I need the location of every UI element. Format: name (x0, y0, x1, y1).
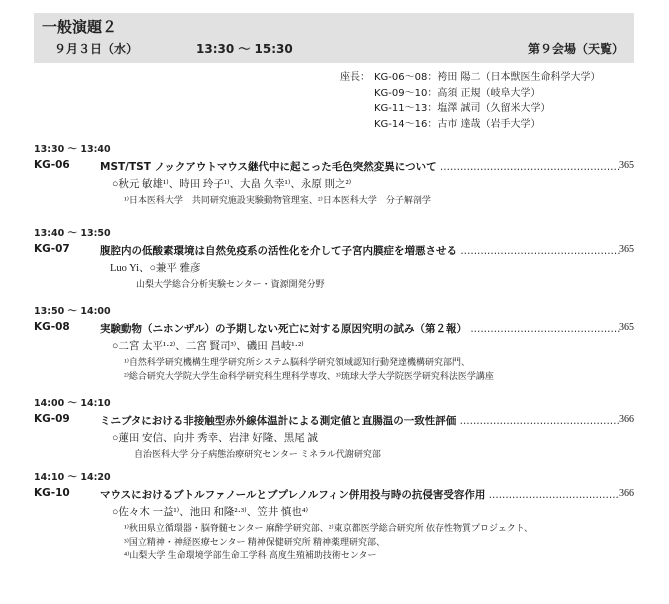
page-number: 365 (619, 244, 634, 255)
authors: ○佐々木 一益¹⁾、池田 和隆²·³⁾、笠井 慎也⁴⁾ (112, 507, 309, 518)
presentation-kg-08 (34, 303, 634, 383)
session-time: 13:30 〜 15:30 (196, 42, 293, 56)
affiliation: 山梨大学総合分析実験センター・資源開発分野 (136, 279, 325, 289)
presentation-time: 14:00 〜 14:10 (34, 398, 111, 409)
presentation-time: 13:40 〜 13:50 (34, 228, 111, 239)
presentation-title: 実験動物（ニホンザル）の予期しない死亡に対する原因究明の試み（第２報） ..... (100, 321, 620, 336)
presentation-kg-10 (34, 469, 634, 563)
presentation-code: KG-06 (34, 159, 70, 171)
chair-label: 座長： (340, 72, 370, 83)
presentation-title: ミニブタにおける非接触型赤外線体温計による測定値と直腸温の一致性評価 ..... (100, 413, 620, 428)
session-room: 第９会場（天覧） (527, 42, 624, 56)
page-number: 366 (619, 414, 634, 425)
chair-row (340, 70, 601, 86)
presentation-kg-07 (34, 225, 634, 292)
presentation-code: KG-07 (34, 243, 70, 255)
affiliation: ¹⁾秋田県立循環器・脳脊髄センター 麻酔学研究部、²⁾東京都医学総合研究所 依存性物質プロジェクト、 (124, 523, 533, 533)
presentation-title-row (34, 487, 634, 503)
affiliation: 自治医科大学 分子病態治療研究センター ミネラル代謝研究部 (134, 449, 381, 459)
affiliation: ⁴⁾山梨大学 生命環境学部生命工学科 高度生殖補助技術センター (124, 550, 377, 560)
presentation-time: 13:50 〜 14:00 (34, 306, 111, 317)
presentation-code: KG-08 (34, 321, 70, 333)
chairs-list (340, 70, 601, 132)
authors: ○二宮 太平¹·²⁾、二宮 賢司³⁾、磯田 昌岐¹·²⁾ (112, 341, 304, 352)
presentation-title-row (34, 243, 634, 259)
chair-name: ：高須 正規（岐阜大学） (427, 87, 541, 99)
chair-name: ：古市 達哉（岩手大学） (427, 118, 541, 130)
affiliation: ¹⁾自然科学研究機構生理学研究所システム脳科学研究領域認知行動発達機構研究部門、 (124, 357, 471, 367)
presentation-code: KG-09 (34, 413, 70, 425)
page-number: 366 (619, 488, 634, 499)
chair-name: ：塩澤 誠司（久留米大学） (427, 103, 551, 114)
chair-name: ：袴田 陽二（日本獣医生命科学大学） (427, 72, 601, 83)
session-header (34, 13, 634, 63)
session-date: ９月３日（水） (54, 42, 139, 56)
presentation-title-row (34, 413, 634, 429)
chair-row (340, 117, 601, 133)
affiliation: ²⁾総合研究大学院大学生命科学研究科生理科学専攻、³⁾琉球大学大学院医学研究科法医学講座 (124, 370, 494, 381)
authors: Luo Yi、○兼平 雅彦 (110, 263, 201, 274)
affiliation: ¹⁾日本医科大学 共同研究施設実験動物管理室、²⁾日本医科大学 分子解剖学 (124, 195, 431, 205)
presentation-code: KG-10 (34, 487, 70, 499)
presentation-title-row (34, 321, 634, 337)
presentation-time: 13:30 〜 13:40 (34, 144, 111, 155)
chair-codes: KG-06〜08 (374, 72, 428, 83)
authors: ○蓮田 安信、向井 秀幸、岩津 好隆、黒尾 誠 (112, 433, 318, 444)
chair-codes: KG-14〜16 (374, 118, 428, 130)
presentation-title-row (34, 159, 634, 175)
session-title: 一般演題２ (42, 18, 118, 36)
presentation-title: 腹腔内の低酸素環境は自然免疫系の活性化を介して子宮内膜症を増悪させる ..... (100, 243, 620, 258)
chair-codes: KG-09〜10 (374, 87, 428, 99)
presentation-kg-06 (34, 141, 634, 208)
presentation-time: 14:10 〜 14:20 (34, 472, 111, 483)
chair-codes: KG-11〜13 (374, 103, 428, 114)
page-number: 365 (619, 322, 634, 333)
presentation-kg-09 (34, 395, 634, 462)
presentation-title: マウスにおけるブトルファノールとブプレノルフィン併用投与時の抗侵害受容作用 ..... (100, 487, 620, 502)
chair-row (340, 101, 601, 117)
page-number: 365 (619, 160, 634, 171)
authors: ○秋元 敏雄¹⁾、時田 玲子¹⁾、大畠 久幸¹⁾、永原 則之²⁾ (112, 179, 352, 190)
presentation-title: MST/TST ノックアウトマウス継代中に起こった毛色突然変異について ..... (100, 159, 620, 174)
chair-row (340, 86, 601, 102)
affiliation: ³⁾国立精神・神経医療センター 精神保健研究所 精神薬理研究部、 (124, 536, 386, 547)
